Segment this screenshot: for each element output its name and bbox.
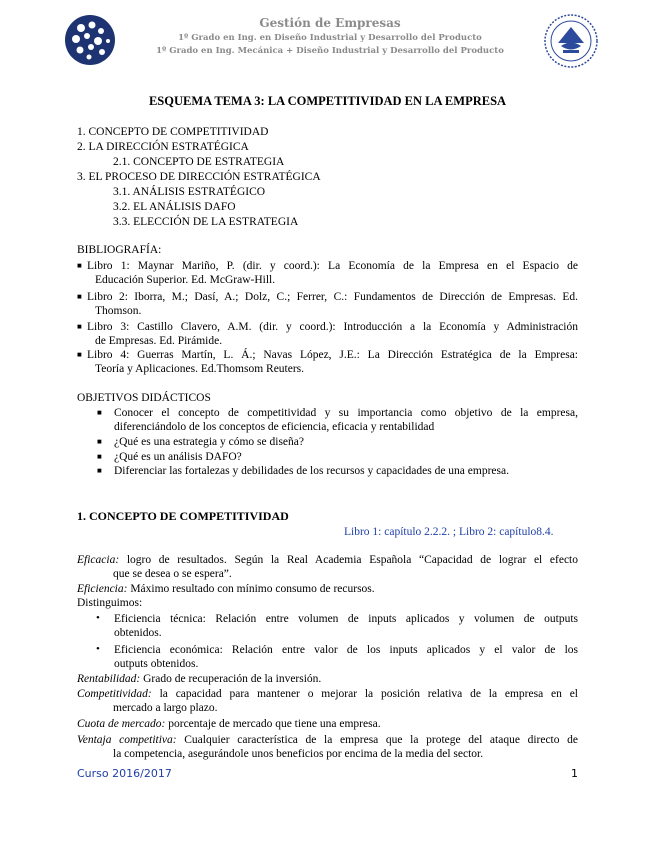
- term-label: Eficiencia:: [77, 583, 128, 595]
- square-bullet-icon: ■: [97, 466, 102, 475]
- definition-cont: que se desea o se espera”.: [113, 568, 232, 580]
- outline-subitem: 3.2. EL ANÁLISIS DAFO: [113, 201, 236, 213]
- objective-item-cont: diferenciándolo de los conceptos de eficiencia, eficacia y rentabilidad: [114, 421, 435, 433]
- outline-subitem: 2.1. CONCEPTO DE ESTRATEGIA: [113, 156, 285, 168]
- term-label: Ventaja competitiva:: [77, 734, 177, 746]
- sub-definition: Eficiencia técnica: Relación entre volumen de inputs aplicados y volumen de outputs: [114, 613, 578, 625]
- objective-item: Conocer el concepto de competitividad y su importancia como objetivo de la empresa,: [114, 407, 578, 419]
- objective-item: ¿Qué es una estrategia y cómo se diseña?: [114, 436, 304, 448]
- outline-subitem: 3.3. ELECCIÓN DE LA ESTRATEGIA: [113, 216, 299, 228]
- definition-text: logro de resultados. Según la Real Academia Española “Capacidad de lograr el efecto: [126, 554, 578, 566]
- bibliography-entry-cont: de Empresas. Ed. Pirámide.: [95, 335, 223, 347]
- bibliography-entry-cont: Thomson.: [95, 305, 142, 317]
- bibliography-entry: Libro 3: Castillo Clavero, A.M. (dir. y coord.): Introducción a la Economía y Administración: [87, 321, 578, 333]
- square-bullet-icon: ■: [77, 292, 82, 301]
- definition-rentabilidad: [77, 672, 321, 686]
- header-title: Gestión de Empresas: [259, 16, 401, 30]
- term-label: Cuota de mercado:: [77, 718, 166, 730]
- objective-item: ¿Qué es un análisis DAFO?: [114, 451, 242, 463]
- definition-cont: la competencia, asegurándole unos beneficios por encima de la media del sector.: [113, 748, 484, 760]
- square-bullet-icon: ■: [97, 437, 102, 446]
- square-bullet-icon: ■: [77, 261, 82, 270]
- header-subtitle: 1º Grado en Ing. en Diseño Industrial y Desarrollo del Producto: [178, 33, 482, 43]
- outline-item: 2. LA DIRECCIÓN ESTRATÉGICA: [77, 141, 249, 153]
- bibliography-entry: Libro 1: Maynar Mariño, P. (dir. y coord.): La Economía de la Empresa en el Espacio de: [87, 260, 578, 272]
- header-subtitle: 1º Grado en Ing. Mecánica + Diseño Industrial y Desarrollo del Producto: [156, 46, 504, 56]
- square-bullet-icon: ■: [97, 408, 102, 417]
- term-label: Eficacia:: [77, 554, 120, 566]
- sub-definition-cont: obtenidos.: [114, 627, 162, 639]
- bibliography-entry-cont: Teoría y Aplicaciones. Ed.Thomsom Reuters.: [95, 363, 305, 375]
- outline-subitem: 3.1. ANÁLISIS ESTRATÉGICO: [113, 186, 266, 198]
- section-reference: Libro 1: capítulo 2.2.2. ; Libro 2: capítulo8.4.: [344, 526, 554, 538]
- square-bullet-icon: ■: [97, 452, 102, 461]
- definition-eficacia: [77, 553, 578, 567]
- definition-ventaja: [77, 733, 578, 747]
- definition-text: la capacidad para mantener o mejorar la posición relativa de la empresa en el: [159, 688, 578, 700]
- bibliography-entry: Libro 2: Iborra, M.; Dasí, A.; Dolz, C.; Ferrer, C.: Fundamentos de Dirección de Empresas. Ed.: [87, 291, 578, 303]
- page-number: 1: [571, 767, 578, 780]
- definition-cont: mercado a largo plazo.: [113, 702, 218, 714]
- bibliography-entry-cont: Educación Superior. Ed. McGraw-Hill.: [95, 274, 276, 286]
- definition-text: Máximo resultado con mínimo consumo de recursos.: [130, 583, 375, 595]
- term-label: Competitividad:: [77, 688, 152, 700]
- distinguimos-label: Distinguimos:: [77, 597, 143, 609]
- bullet-icon: •: [96, 643, 100, 655]
- school-seal-icon: [543, 13, 599, 69]
- footer-course: Curso 2016/2017: [77, 767, 172, 780]
- objective-item: Diferenciar las fortalezas y debilidades de los recursos y capacidades de una empresa.: [114, 465, 509, 477]
- outline-item: 3. EL PROCESO DE DIRECCIÓN ESTRATÉGICA: [77, 171, 321, 183]
- definition-eficiencia: [77, 582, 375, 596]
- bullet-icon: •: [96, 612, 100, 624]
- bibliography-heading: BIBLIOGRAFÍA:: [77, 244, 162, 256]
- university-logo-icon: [64, 14, 116, 66]
- sub-definition-cont: outputs obtenidos.: [114, 658, 199, 670]
- definition-text: Grado de recuperación de la inversión.: [143, 673, 322, 685]
- objectives-heading: OBJETIVOS DIDÁCTICOS: [77, 392, 211, 404]
- definition-cuota: [77, 717, 381, 731]
- section-heading: 1. CONCEPTO DE COMPETITIVIDAD: [77, 509, 289, 523]
- definition-competitividad: [77, 687, 578, 701]
- definition-text: Cualquier característica de la empresa que la protege del ataque directo de: [184, 734, 578, 746]
- definition-text: porcentaje de mercado que tiene una empresa.: [168, 718, 381, 730]
- term-label: Rentabilidad:: [77, 673, 141, 685]
- sub-definition: Eficiencia económica: Relación entre valor de los inputs aplicados y el valor de los: [114, 644, 578, 656]
- outline-item: 1. CONCEPTO DE COMPETITIVIDAD: [77, 126, 269, 138]
- square-bullet-icon: ■: [77, 322, 82, 331]
- document-title: ESQUEMA TEMA 3: LA COMPETITIVIDAD EN LA EMPRESA: [148, 94, 507, 108]
- bibliography-entry: Libro 4: Guerras Martín, L. Á.; Navas López, J.E.: La Dirección Estratégica de la Empresa:: [87, 349, 578, 361]
- square-bullet-icon: ■: [77, 350, 82, 359]
